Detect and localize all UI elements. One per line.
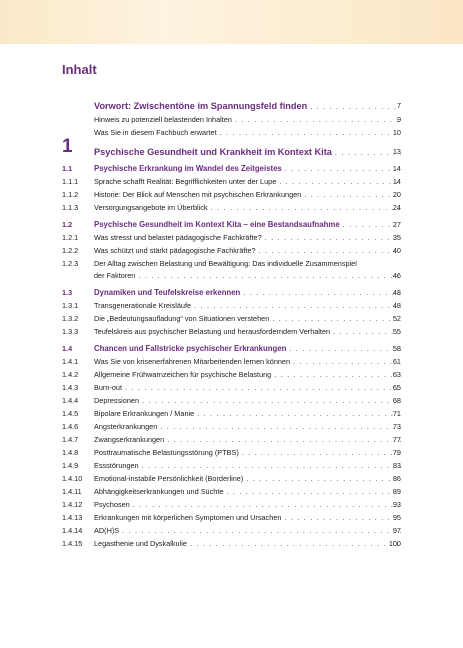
toc-entry[interactable]	[0, 473, 463, 485]
dot-leader	[259, 245, 401, 257]
toc-entry-page-number: 71	[392, 409, 401, 418]
toc-entry-page-number: 97	[392, 526, 401, 535]
dot-leader	[197, 408, 401, 420]
toc-entry[interactable]	[0, 343, 463, 355]
header-decor-band	[0, 0, 463, 44]
toc-entry-page-number: 73	[392, 422, 401, 431]
toc-entry-title-text: Sprache schafft Realität: Begrifflichkeiten unter der Lupe	[94, 177, 277, 186]
toc-entry-title	[94, 100, 403, 113]
toc-entry-title	[94, 287, 403, 299]
toc-entry-title	[94, 313, 403, 325]
toc-entry-title-text: Chancen und Fallstricke psychischer Erkrankungen	[94, 344, 287, 353]
toc-entry[interactable]	[0, 245, 463, 257]
toc-entry[interactable]	[0, 163, 463, 175]
toc-entry-number: 1.4.9	[62, 461, 79, 470]
toc-entry-title-text: Zwangserkrankungen	[94, 435, 165, 444]
toc-entry-title-text: Psychische Erkrankung im Wandel des Zeitgeistes	[94, 164, 282, 173]
toc-entry-title-text: Erkrankungen mit körperlichen Symptomen und Ursachen	[94, 513, 282, 522]
toc-entry-number: 1	[62, 136, 73, 157]
toc-entry-page-number: 63	[392, 370, 401, 379]
dot-leader	[265, 232, 401, 244]
toc-entry-number: 1.4.15	[62, 539, 83, 548]
toc-entry[interactable]	[0, 421, 463, 433]
toc-entry-number: 1.1.2	[62, 190, 79, 199]
toc-entry-title	[94, 395, 403, 407]
dot-leader	[142, 395, 401, 407]
dot-leader	[138, 270, 401, 282]
dot-leader	[167, 434, 401, 446]
toc-entry-number: 1.1.3	[62, 203, 79, 212]
toc-entry-number: 1.4.14	[62, 526, 83, 535]
toc-entry-title	[94, 369, 403, 381]
toc-entry-title-text: Allgemeine Frühwarnzeichen für psychische Belastung	[94, 370, 272, 379]
toc-entry[interactable]	[0, 525, 463, 537]
dot-leader	[279, 176, 401, 188]
toc-entry-title-text: Teufelskreis aus psychischer Belastung und herausforderndem Verhalten	[94, 327, 331, 336]
toc-entry-title-text: Versorgungsangebote im Überblick	[94, 203, 208, 212]
toc-entry[interactable]	[0, 202, 463, 214]
toc-entry-title	[94, 525, 403, 537]
toc-entry-page-number: 55	[392, 327, 401, 336]
toc-entry-title	[94, 258, 403, 270]
toc-entry-page-number: 86	[392, 474, 401, 483]
toc-entry-title-text: der Faktoren	[94, 271, 136, 280]
toc-entry-number: 1.4	[62, 344, 73, 353]
toc-entry-page-number: 65	[392, 383, 401, 392]
toc-entry-title	[94, 189, 403, 201]
toc-entry-title	[94, 382, 403, 394]
toc-entry-title	[94, 460, 403, 472]
toc-entry-number: 1.3.2	[62, 314, 79, 323]
toc-entry[interactable]	[0, 512, 463, 524]
toc-entry[interactable]	[0, 136, 463, 158]
toc-entry-page-number: 100	[388, 539, 401, 548]
toc-entry-title	[94, 356, 403, 368]
toc-entry[interactable]	[0, 258, 463, 270]
toc-entry-number: 1.3.3	[62, 327, 79, 336]
toc-entry-number: 1.2.3	[62, 259, 79, 268]
toc-entry-title-text: Bipolare Erkrankungen / Manie	[94, 409, 195, 418]
toc-entry[interactable]	[0, 408, 463, 420]
toc-entry-title-text: Was Sie in diesem Fachbuch erwartet	[94, 128, 217, 137]
toc-entry-title	[94, 270, 403, 282]
toc-entry-page-number: 40	[392, 246, 401, 255]
toc-entry-title	[94, 512, 403, 524]
toc-entry-title	[94, 326, 403, 338]
dot-leader	[190, 538, 401, 550]
toc-entry-number: 1.4.7	[62, 435, 79, 444]
toc-entry-number: 1.4.13	[62, 513, 83, 522]
dot-leader	[333, 326, 401, 338]
dot-leader	[125, 382, 401, 394]
toc-entry[interactable]	[0, 313, 463, 325]
toc-entry-title	[94, 473, 403, 485]
dot-leader	[235, 114, 401, 126]
toc-entry[interactable]	[0, 287, 463, 299]
toc-entry[interactable]	[0, 538, 463, 550]
toc-entry-page-number: 24	[392, 203, 401, 212]
page-title: Inhalt	[62, 62, 97, 77]
toc-entry-title-text: Die „Bedeutungsaufladung“ von Situationen verstehen	[94, 314, 270, 323]
toc-entry-number: 1.1.1	[62, 177, 79, 186]
dot-leader	[122, 525, 401, 537]
toc-entry-page-number: 89	[392, 487, 401, 496]
toc-entry-title	[94, 163, 403, 175]
toc-entry-title-text: Transgenerationale Kreisläufe	[94, 301, 192, 310]
toc-entry-page-number: 95	[392, 513, 401, 522]
toc-entry-title-text: Historie: Der Blick auf Menschen mit psychischen Erkrankungen	[94, 190, 302, 199]
toc-entry-page-number: 27	[392, 220, 401, 229]
dot-leader	[272, 313, 401, 325]
dot-leader	[335, 147, 401, 159]
toc-entry-number: 1.2.1	[62, 233, 79, 242]
toc-entry-page-number: 52	[392, 314, 401, 323]
toc-entry-title-text: Depressionen	[94, 396, 140, 405]
toc-entry[interactable]	[0, 499, 463, 511]
toc-entry-number: 1.4.1	[62, 357, 79, 366]
toc-entry-page-number: 35	[392, 233, 401, 242]
dot-leader	[242, 447, 401, 459]
dot-leader	[293, 356, 401, 368]
toc-entry[interactable]	[0, 486, 463, 498]
dot-leader	[220, 127, 401, 139]
toc-entry-title	[94, 499, 403, 511]
toc-entry-page-number: 10	[392, 128, 401, 137]
toc-entry-number: 1.2.2	[62, 246, 79, 255]
dot-leader	[211, 202, 401, 214]
toc-entry[interactable]	[0, 270, 463, 282]
toc-entry-number: 1.2	[62, 220, 73, 229]
toc-entry-title	[94, 114, 403, 126]
dot-leader	[142, 460, 401, 472]
toc-entry-title-text: Vorwort: Zwischentöne im Spannungsfeld finden	[94, 101, 308, 111]
toc-entry-title	[94, 245, 403, 257]
toc-entry-page-number: 7	[396, 101, 401, 110]
toc-entry-title	[94, 421, 403, 433]
toc-entry-number: 1.4.10	[62, 474, 83, 483]
toc-entry-title-text: Legasthenie und Dyskalkulie	[94, 539, 187, 548]
toc-entry[interactable]	[0, 395, 463, 407]
dot-leader	[194, 300, 401, 312]
toc-entry[interactable]	[0, 176, 463, 188]
toc-entry-title-text: Psychische Gesundheit im Kontext Kita – eine Bestandsaufnahme	[94, 220, 340, 229]
toc-entry-title	[94, 447, 403, 459]
toc-entry-title	[94, 538, 403, 550]
toc-entry-title-text: Angsterkrankungen	[94, 422, 158, 431]
toc-entry-title-text: Burn-out	[94, 383, 122, 392]
toc-entry-page-number: 61	[392, 357, 401, 366]
toc-entry-page-number: 77	[392, 435, 401, 444]
toc-entry-title-text: Hinweis zu potenziell belastenden Inhalten	[94, 115, 232, 124]
toc-entry-page-number: 48	[392, 288, 401, 297]
toc-entry-title-text: Was schützt und stärkt pädagogische Fachkräfte?	[94, 246, 256, 255]
toc-entry[interactable]	[0, 382, 463, 394]
toc-entry[interactable]	[0, 219, 463, 231]
dot-leader	[289, 343, 401, 355]
toc-entry-page-number: 14	[392, 164, 401, 173]
toc-entry-page-number: 46	[392, 271, 401, 280]
dot-leader	[285, 163, 401, 175]
toc-entry-title-text: Psychosen	[94, 500, 130, 509]
toc-entry-title-text: Posttraumatische Belastungsstörung (PTBS)	[94, 448, 239, 457]
toc-entry-page-number: 68	[392, 396, 401, 405]
toc-entry-page-number: 20	[392, 190, 401, 199]
toc-entry-title	[94, 219, 403, 231]
toc-entry[interactable]	[0, 460, 463, 472]
toc-entry-title-text: Psychische Gesundheit und Krankheit im Kontext Kita	[94, 147, 332, 157]
toc-entry-title	[94, 486, 403, 498]
toc-entry-title-text: AD(H)S	[94, 526, 120, 535]
toc-entry-number: 1.4.8	[62, 448, 79, 457]
toc-entry-number: 1.4.5	[62, 409, 79, 418]
toc-entry-number: 1.1	[62, 164, 73, 173]
toc-entry-page-number: 48	[392, 301, 401, 310]
toc-entry-number: 1.4.12	[62, 500, 83, 509]
toc-entry[interactable]	[0, 356, 463, 368]
toc-entry-title	[94, 127, 403, 139]
dot-leader	[246, 473, 401, 485]
toc-entry-page-number: 93	[392, 500, 401, 509]
dot-leader	[304, 189, 401, 201]
toc-entry-number: 1.4.11	[62, 487, 82, 496]
toc-entry-title	[94, 146, 403, 159]
toc-entry-number: 1.3	[62, 288, 73, 297]
toc-entry-page-number: 14	[392, 177, 401, 186]
toc-entry-title-text: Emotional-instabile Persönlichkeit (Borderline)	[94, 474, 244, 483]
toc-entry-page-number: 13	[392, 147, 401, 156]
dot-leader	[243, 287, 401, 299]
toc-entry-number: 1.4.6	[62, 422, 79, 431]
toc-entry-title-text: Dynamiken und Teufelskreise erkennen	[94, 288, 241, 297]
toc-entry[interactable]	[0, 100, 463, 112]
toc-entry-number: 1.4.2	[62, 370, 79, 379]
dot-leader	[160, 421, 401, 433]
toc-entry-title	[94, 300, 403, 312]
toc-entry[interactable]	[0, 300, 463, 312]
toc-entry-number: 1.4.4	[62, 396, 79, 405]
toc-entry-page-number: 9	[396, 115, 401, 124]
toc-entry-title	[94, 176, 403, 188]
toc-entry[interactable]	[0, 447, 463, 459]
toc-entry-title	[94, 434, 403, 446]
dot-leader	[310, 101, 401, 113]
toc-entry[interactable]	[0, 114, 463, 126]
dot-leader	[133, 499, 401, 511]
toc-entry[interactable]	[0, 369, 463, 381]
toc-entry-title	[94, 202, 403, 214]
toc-entry-title	[94, 343, 403, 355]
toc-entry-title-text: Essstörungen	[94, 461, 139, 470]
toc-entry-page-number: 83	[392, 461, 401, 470]
toc-entry[interactable]	[0, 326, 463, 338]
toc-entry-title	[94, 408, 403, 420]
dot-leader	[226, 486, 401, 498]
toc-entry-page-number: 79	[392, 448, 401, 457]
toc-entry-title-text: Abhängigkeitserkrankungen und Süchte	[94, 487, 224, 496]
toc-entry-title	[94, 232, 403, 244]
toc-entry-title-text: Der Alltag zwischen Belastung und Bewältigung: Das individuelle Zusammenspiel	[94, 259, 357, 268]
toc-entry-page-number: 58	[392, 344, 401, 353]
toc-entry-number: 1.3.1	[62, 301, 79, 310]
toc-entry[interactable]	[0, 232, 463, 244]
toc-entry-title-text: Was Sie von krisenerfahrenen Mitarbeitenden lernen können	[94, 357, 291, 366]
toc-entry-number: 1.4.3	[62, 383, 79, 392]
dot-leader	[284, 512, 401, 524]
toc-entry-title-text: Was stresst und belastet pädagogische Fachkräfte?	[94, 233, 262, 242]
toc-entry[interactable]	[0, 434, 463, 446]
dot-leader	[274, 369, 401, 381]
toc-entry[interactable]	[0, 189, 463, 201]
